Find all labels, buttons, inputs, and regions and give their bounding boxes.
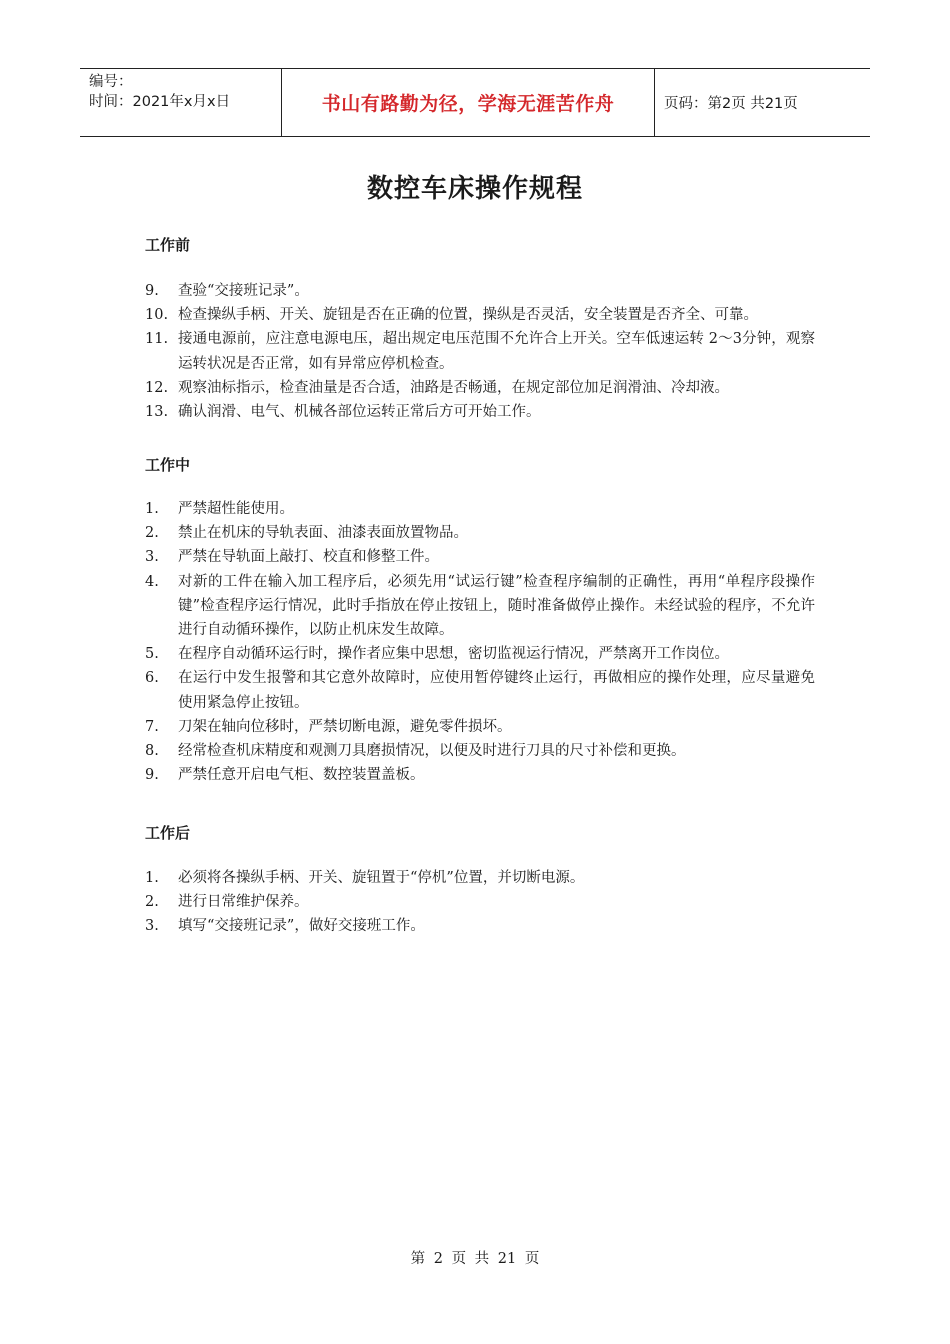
list-after-work bbox=[145, 866, 815, 939]
list-item bbox=[145, 890, 815, 914]
list-item-text: 在程序自动循环运行时，操作者应集中思想，密切监视运行情况，严禁离开工作岗位。 bbox=[178, 646, 729, 663]
list-item-text: 经常检查机床精度和观测刀具磨损情况，以便及时进行刀具的尺寸补偿和更换。 bbox=[178, 743, 686, 760]
list-item-text: 严禁任意开启电气柜、数控装置盖板。 bbox=[178, 767, 425, 784]
list-item-text: 接通电源前，应注意电源电压，超出规定电压范围不允许合上开关。空车低速运转 2～3分钟，观察运转状况是否正常，如有异常应停机检查。 bbox=[178, 331, 815, 372]
list-item-text: 严禁在导轨面上敲打、校直和修整工件。 bbox=[178, 549, 439, 566]
list-item-text: 观察油标指示，检查油量是否合适，油路是否畅通，在规定部位加足润滑油、冷却液。 bbox=[178, 379, 729, 396]
header-motto: 书山有路勤为径，学海无涯苦作舟 bbox=[321, 93, 615, 115]
list-item bbox=[145, 497, 815, 521]
list-item bbox=[145, 327, 815, 375]
header-table bbox=[80, 68, 870, 137]
list-item-number: 5. bbox=[145, 646, 159, 663]
list-item-number: 9. bbox=[145, 767, 159, 784]
list-item-number: 6. bbox=[145, 670, 159, 687]
list-item bbox=[145, 570, 815, 643]
header-meta-cell bbox=[80, 69, 282, 136]
list-item-number: 11. bbox=[145, 331, 169, 348]
list-item-number: 8. bbox=[145, 743, 159, 760]
section-heading-after-work: 工作后 bbox=[145, 824, 191, 842]
list-item-text: 填写“交接班记录”，做好交接班工作。 bbox=[178, 918, 425, 935]
page-footer: 第 2 页 共 21 页 bbox=[410, 1251, 540, 1267]
section-heading-before-work: 工作前 bbox=[145, 236, 191, 254]
list-item bbox=[145, 715, 815, 739]
list-during-work bbox=[145, 497, 815, 787]
list-item bbox=[145, 739, 815, 763]
list-item bbox=[145, 763, 815, 787]
list-item-number: 10. bbox=[145, 307, 169, 324]
header-page-info: 页码：第2页 共21页 bbox=[664, 96, 798, 112]
list-item-text: 确认润滑、电气、机械各部位运转正常后方可开始工作。 bbox=[178, 404, 541, 421]
header-page-cell bbox=[655, 69, 870, 136]
list-item-number: 1. bbox=[145, 870, 159, 886]
list-item bbox=[145, 914, 815, 938]
list-item-text: 禁止在机床的导轨表面、油漆表面放置物品。 bbox=[178, 525, 468, 542]
list-item-text: 严禁超性能使用。 bbox=[178, 501, 294, 517]
header-motto-cell bbox=[282, 69, 655, 136]
list-item-number: 1. bbox=[145, 501, 159, 517]
list-item-text: 刀架在轴向位移时，严禁切断电源，避免零件损坏。 bbox=[178, 718, 512, 735]
list-item-number: 3. bbox=[145, 918, 159, 935]
list-item-number: 3. bbox=[145, 549, 159, 566]
section-heading-during-work: 工作中 bbox=[145, 456, 191, 474]
document-title: 数控车床操作规程 bbox=[366, 174, 583, 204]
list-item-text: 对新的工件在输入加工程序后，必须先用“试运行键”检查程序编制的正确性，再用“单程序段操作键”检查程序运行情况，此时手指放在停止按钮上，随时准备做停止操作。未经试验的程序，不允许进行自动循环操作，以防止机床发生故障。 bbox=[178, 573, 815, 639]
list-item-text: 检查操纵手柄、开关、旋钮是否在正确的位置，操纵是否灵活，安全装置是否齐全、可靠。 bbox=[178, 307, 758, 324]
list-item-text: 必须将各操纵手柄、开关、旋钮置于“停机”位置，并切断电源。 bbox=[178, 870, 585, 886]
list-item-text: 查验“交接班记录”。 bbox=[178, 283, 309, 299]
list-item-number: 4. bbox=[145, 573, 159, 590]
list-item-number: 13. bbox=[145, 404, 169, 421]
list-item-number: 2. bbox=[145, 525, 159, 542]
list-item bbox=[145, 642, 815, 666]
list-item bbox=[145, 376, 815, 400]
list-item bbox=[145, 400, 815, 424]
list-item-number: 2. bbox=[145, 894, 159, 911]
list-item bbox=[145, 545, 815, 569]
list-item bbox=[145, 521, 815, 545]
list-before-work bbox=[145, 279, 815, 424]
document-code-label: 编号： bbox=[89, 74, 133, 90]
list-item-text: 进行日常维护保养。 bbox=[178, 894, 309, 911]
list-item bbox=[145, 666, 815, 714]
list-item bbox=[145, 303, 815, 327]
list-item bbox=[145, 279, 815, 303]
document-date: 时间：2021年x月x日 bbox=[89, 94, 231, 110]
list-item-text: 在运行中发生报警和其它意外故障时，应使用暂停键终止运行，再做相应的操作处理，应尽量避免使用紧急停止按钮。 bbox=[178, 670, 815, 711]
list-item bbox=[145, 866, 815, 890]
list-item-number: 9. bbox=[145, 283, 159, 299]
list-item-number: 12. bbox=[145, 379, 169, 396]
list-item-number: 7. bbox=[145, 718, 159, 735]
